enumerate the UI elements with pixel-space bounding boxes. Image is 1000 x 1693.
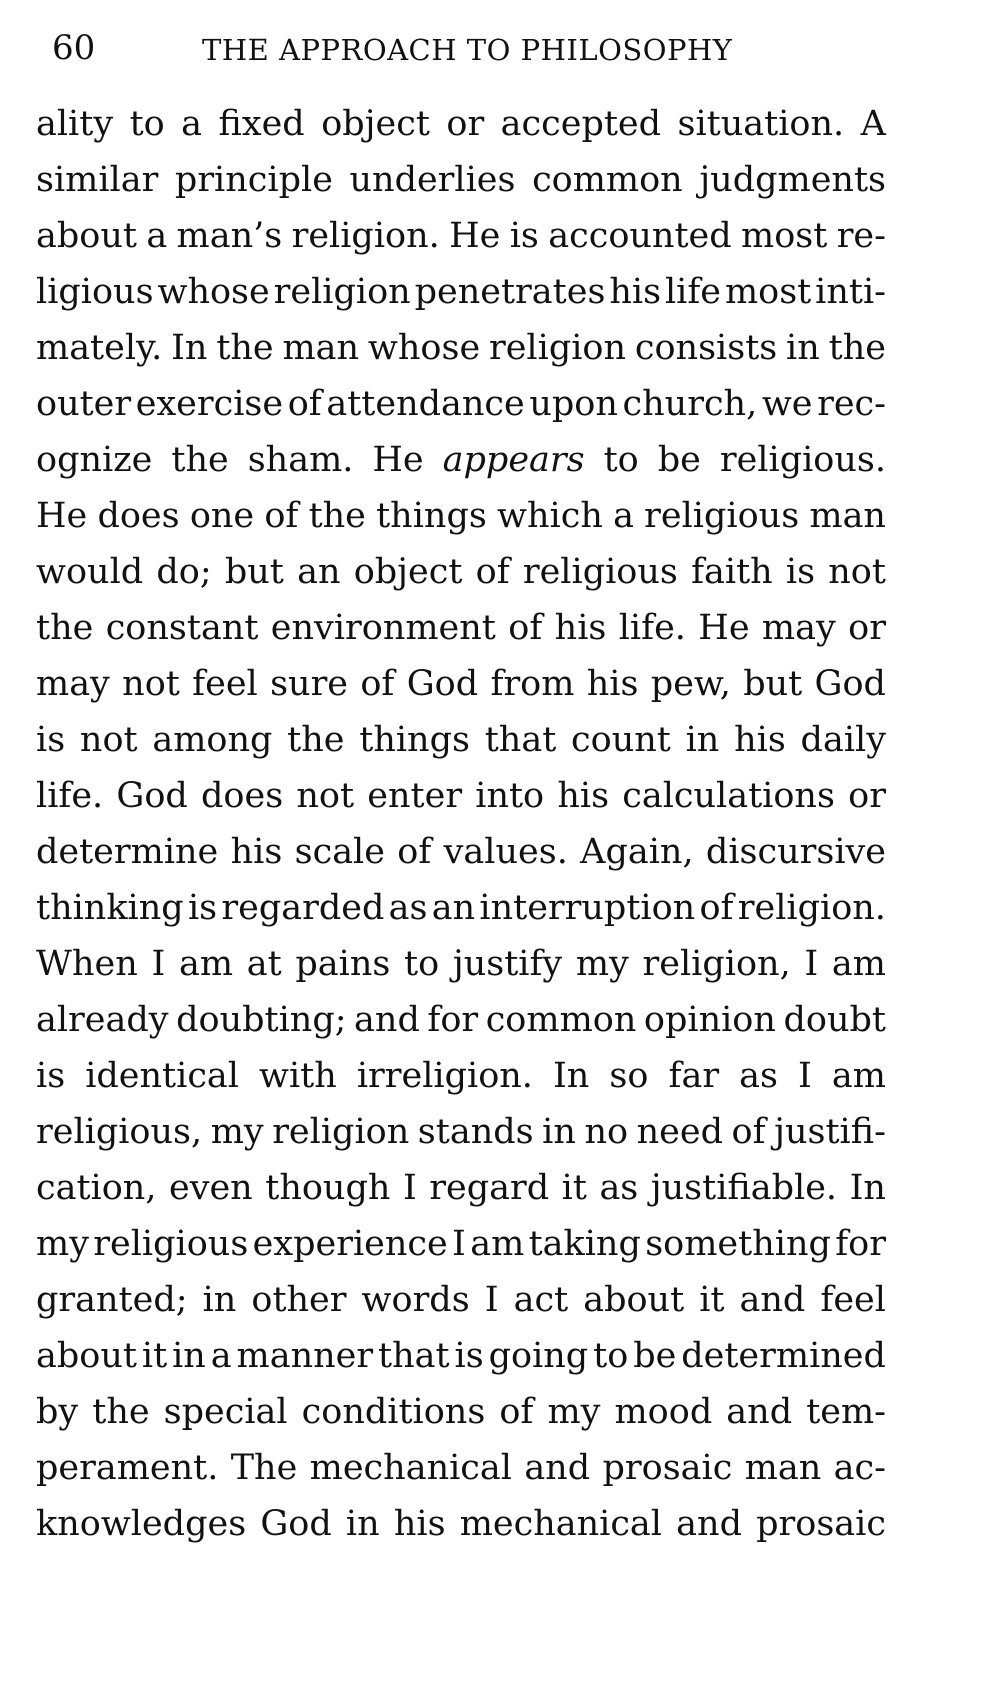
word: the <box>216 328 274 368</box>
word: I <box>804 944 819 984</box>
word: to <box>593 1336 629 1376</box>
word: am <box>831 1056 886 1096</box>
word: mately. <box>36 328 163 368</box>
word: for <box>835 1224 886 1264</box>
word: religion <box>488 328 627 368</box>
word: going <box>488 1336 589 1376</box>
word: consists <box>634 328 778 368</box>
running-head <box>52 26 832 70</box>
word: of <box>475 552 510 592</box>
word: may <box>36 664 110 704</box>
word: common <box>532 160 683 200</box>
word: is <box>785 552 816 592</box>
word: does <box>201 776 284 816</box>
word: God <box>406 664 479 704</box>
word: among <box>152 720 273 760</box>
word: religious <box>522 552 678 592</box>
word: man <box>809 496 886 536</box>
text-line <box>36 712 886 768</box>
word: scale <box>294 832 385 872</box>
word: object <box>321 104 430 144</box>
word: in <box>786 328 820 368</box>
word: the <box>171 440 229 480</box>
body-text <box>36 96 886 1552</box>
word: similar <box>36 160 159 200</box>
word: justifi- <box>774 1112 886 1152</box>
word: I <box>151 944 166 984</box>
word: knowledges <box>36 1504 247 1544</box>
word: to <box>129 104 165 144</box>
word: justify <box>452 944 563 984</box>
word: am <box>178 944 234 984</box>
word: enter <box>367 776 463 816</box>
word: religious <box>644 496 800 536</box>
word: a <box>210 1336 232 1376</box>
word: an <box>431 888 476 928</box>
word: we <box>761 384 813 424</box>
word: religious. <box>719 440 886 480</box>
word: not <box>122 664 180 704</box>
word: environment <box>270 608 496 648</box>
word: religion <box>272 1112 410 1152</box>
word: a <box>146 216 168 256</box>
word: in <box>172 1336 206 1376</box>
word: or <box>848 608 886 648</box>
word: pains <box>295 944 391 984</box>
word: about <box>36 1336 137 1376</box>
word: religious <box>93 1224 249 1264</box>
word: church, <box>622 384 758 424</box>
word: and <box>726 1392 793 1432</box>
word: re- <box>836 216 886 256</box>
word: to <box>404 944 440 984</box>
text-line <box>36 152 886 208</box>
word: in <box>685 720 720 760</box>
word: feel <box>192 664 258 704</box>
word: exercise <box>135 384 284 424</box>
word: opinion <box>643 1000 776 1040</box>
word: In <box>171 328 208 368</box>
running-head-title: THE APPROACH TO PHILOSOPHY <box>202 33 733 67</box>
word: A <box>860 104 886 144</box>
word: fixed <box>218 104 305 144</box>
word: accounted <box>548 216 732 256</box>
word: the <box>287 720 345 760</box>
text-line <box>36 936 886 992</box>
word: principle <box>174 160 333 200</box>
word: granted; <box>36 1280 188 1320</box>
word: religion. <box>291 216 440 256</box>
word: at <box>246 944 282 984</box>
word: justifiable. <box>650 1168 838 1208</box>
word: most <box>741 216 828 256</box>
word: discursive <box>705 832 886 872</box>
word: his <box>586 664 639 704</box>
word: my <box>36 1224 89 1264</box>
text-line <box>36 824 886 880</box>
word: of <box>499 1392 534 1432</box>
text-line <box>36 1104 886 1160</box>
word: tem- <box>806 1392 886 1432</box>
word: need <box>636 1112 723 1152</box>
word: He <box>372 440 424 480</box>
word: of <box>264 496 299 536</box>
word: rec- <box>817 384 886 424</box>
word: cation, <box>36 1168 157 1208</box>
text-line <box>36 376 886 432</box>
word: doubt <box>783 1000 886 1040</box>
word: his <box>734 720 786 760</box>
word: is <box>454 1336 484 1376</box>
word: penetrates <box>414 272 606 312</box>
word: the <box>92 1392 150 1432</box>
word: that <box>484 720 557 760</box>
text-line <box>36 1048 886 1104</box>
word: of <box>397 832 432 872</box>
word: is <box>187 888 218 928</box>
word: as <box>388 888 428 928</box>
word: be <box>633 1336 677 1376</box>
word: no <box>584 1112 629 1152</box>
text-line <box>36 1272 886 1328</box>
word: whose <box>157 272 270 312</box>
word: experience <box>252 1224 448 1264</box>
word: not <box>828 552 886 592</box>
word: far <box>668 1056 720 1096</box>
word: not <box>79 720 138 760</box>
word: The <box>230 1448 298 1488</box>
word: life. <box>618 608 686 648</box>
word: other <box>251 1280 347 1320</box>
text-line <box>36 264 886 320</box>
word: religion, <box>642 944 791 984</box>
word: ac- <box>833 1448 886 1488</box>
word: to <box>603 440 639 480</box>
text-line <box>36 880 886 936</box>
word: about <box>36 216 137 256</box>
word: of <box>287 384 322 424</box>
word: even <box>168 1168 253 1208</box>
word: stands <box>417 1112 534 1152</box>
word: underlies <box>349 160 516 200</box>
word: my <box>210 1112 264 1152</box>
word: is <box>36 720 66 760</box>
word: I <box>452 1224 466 1264</box>
word: whose <box>367 328 481 368</box>
word: In <box>552 1056 590 1096</box>
word: count <box>571 720 671 760</box>
word: or <box>446 104 485 144</box>
word: things <box>376 496 487 536</box>
word: prosaic <box>602 1448 733 1488</box>
word: words <box>361 1280 470 1320</box>
word: or <box>848 776 886 816</box>
word: but <box>743 664 803 704</box>
word: it <box>699 1280 725 1320</box>
text-line <box>36 656 886 712</box>
word: prosaic <box>756 1504 886 1544</box>
word: identical <box>85 1056 239 1096</box>
word: man <box>282 328 360 368</box>
word: perament. <box>36 1448 219 1488</box>
text-line <box>36 96 886 152</box>
word: which <box>497 496 603 536</box>
word: into <box>475 776 545 816</box>
text-line <box>36 600 886 656</box>
word: doubting; <box>176 1000 347 1040</box>
word: conditions <box>301 1392 486 1432</box>
word: common <box>485 1000 637 1040</box>
word: religion <box>273 272 411 312</box>
word: upon <box>529 384 618 424</box>
word: inti- <box>815 272 886 312</box>
word: it <box>561 1168 587 1208</box>
word: his <box>230 832 283 872</box>
word: manner <box>236 1336 374 1376</box>
word: in <box>345 1504 380 1544</box>
text-line <box>36 768 886 824</box>
word: regarded <box>221 888 385 928</box>
word: so <box>609 1056 649 1096</box>
word: is <box>509 216 539 256</box>
word: religion. <box>737 888 886 928</box>
text-line <box>36 432 886 488</box>
page-number: 60 <box>52 28 96 68</box>
word: my <box>575 944 629 984</box>
word: it <box>141 1336 168 1376</box>
text-line <box>36 488 886 544</box>
word: feel <box>820 1280 886 1320</box>
word: regard <box>429 1168 550 1208</box>
word: mechanical <box>309 1448 512 1488</box>
word: be <box>657 440 701 480</box>
word: I <box>402 1168 417 1208</box>
word: determine <box>36 832 219 872</box>
word: of <box>699 888 734 928</box>
text-line <box>36 320 886 376</box>
word: is <box>36 1056 66 1096</box>
word: Again, <box>580 832 694 872</box>
word: something <box>645 1224 831 1264</box>
word: He <box>698 608 750 648</box>
word: a <box>181 104 203 144</box>
word: mood <box>614 1392 713 1432</box>
word: life. <box>36 776 104 816</box>
word: values. <box>443 832 568 872</box>
word: irreligion. <box>356 1056 533 1096</box>
word: God <box>260 1504 332 1544</box>
word: am <box>831 944 886 984</box>
word: sure <box>270 664 349 704</box>
word: an <box>297 552 341 592</box>
word: mechanical <box>459 1504 662 1544</box>
word: He <box>449 216 501 256</box>
word: may <box>761 608 836 648</box>
word: outer <box>36 384 132 424</box>
word: ognize <box>36 440 153 480</box>
word: faith <box>691 552 773 592</box>
word: do; <box>156 552 212 592</box>
word: object <box>353 552 463 592</box>
word: his <box>554 608 607 648</box>
word: by <box>36 1392 79 1432</box>
word: most <box>724 272 812 312</box>
word: situation. <box>677 104 845 144</box>
word: of <box>360 664 395 704</box>
word: in <box>202 1280 237 1320</box>
text-line <box>36 544 886 600</box>
word: the <box>308 496 366 536</box>
word: his <box>557 776 610 816</box>
word: In <box>849 1168 886 1208</box>
word: that <box>378 1336 450 1376</box>
word: man’s <box>176 216 283 256</box>
word: I <box>797 1056 812 1096</box>
text-line <box>36 1216 886 1272</box>
word: thinking <box>36 888 184 928</box>
word: calculations <box>622 776 835 816</box>
text-line <box>36 1160 886 1216</box>
word: a <box>613 496 634 536</box>
word: determined <box>681 1336 886 1376</box>
word: ality <box>36 104 114 144</box>
word: about <box>583 1280 685 1320</box>
word: accepted <box>500 104 662 144</box>
word: would <box>36 552 144 592</box>
word: I <box>484 1280 499 1320</box>
word: man <box>744 1448 822 1488</box>
word: as <box>599 1168 639 1208</box>
word: religious, <box>36 1112 203 1152</box>
word: judgments <box>699 160 886 200</box>
word: and <box>524 1448 591 1488</box>
word: with <box>259 1056 337 1096</box>
word: things <box>359 720 470 760</box>
text-line <box>36 1496 886 1552</box>
word: his <box>609 272 662 312</box>
word: of <box>731 1112 766 1152</box>
word: life <box>664 272 722 312</box>
word: pew, <box>650 664 731 704</box>
text-line <box>36 1440 886 1496</box>
word: am <box>470 1224 525 1264</box>
word: interruption <box>479 888 696 928</box>
word: and <box>676 1504 742 1544</box>
word: God <box>116 776 188 816</box>
word: ligious <box>36 272 154 312</box>
word: taking <box>528 1224 641 1264</box>
word: He <box>36 496 88 536</box>
word: of <box>508 608 543 648</box>
text-line <box>36 208 886 264</box>
word: already <box>36 1000 169 1040</box>
text-line <box>36 1328 886 1384</box>
word: appears <box>442 440 585 480</box>
word: in <box>542 1112 576 1152</box>
word: from <box>490 664 575 704</box>
word: constant <box>105 608 259 648</box>
text-line <box>36 992 886 1048</box>
word: special <box>163 1392 288 1432</box>
word: daily <box>800 720 886 760</box>
word: one <box>189 496 255 536</box>
word: act <box>513 1280 569 1320</box>
word: the <box>828 328 886 368</box>
word: but <box>224 552 284 592</box>
word: though <box>265 1168 391 1208</box>
word: does <box>97 496 180 536</box>
word: for <box>427 1000 479 1040</box>
word: When <box>36 944 138 984</box>
text-line <box>36 1384 886 1440</box>
word: sham. <box>247 440 354 480</box>
word: God <box>814 664 886 704</box>
word: the <box>36 608 94 648</box>
word: and <box>739 1280 806 1320</box>
word: his <box>393 1504 446 1544</box>
word: as <box>739 1056 778 1096</box>
word: attendance <box>326 384 525 424</box>
word: my <box>547 1392 601 1432</box>
word: and <box>354 1000 420 1040</box>
word: not <box>296 776 355 816</box>
